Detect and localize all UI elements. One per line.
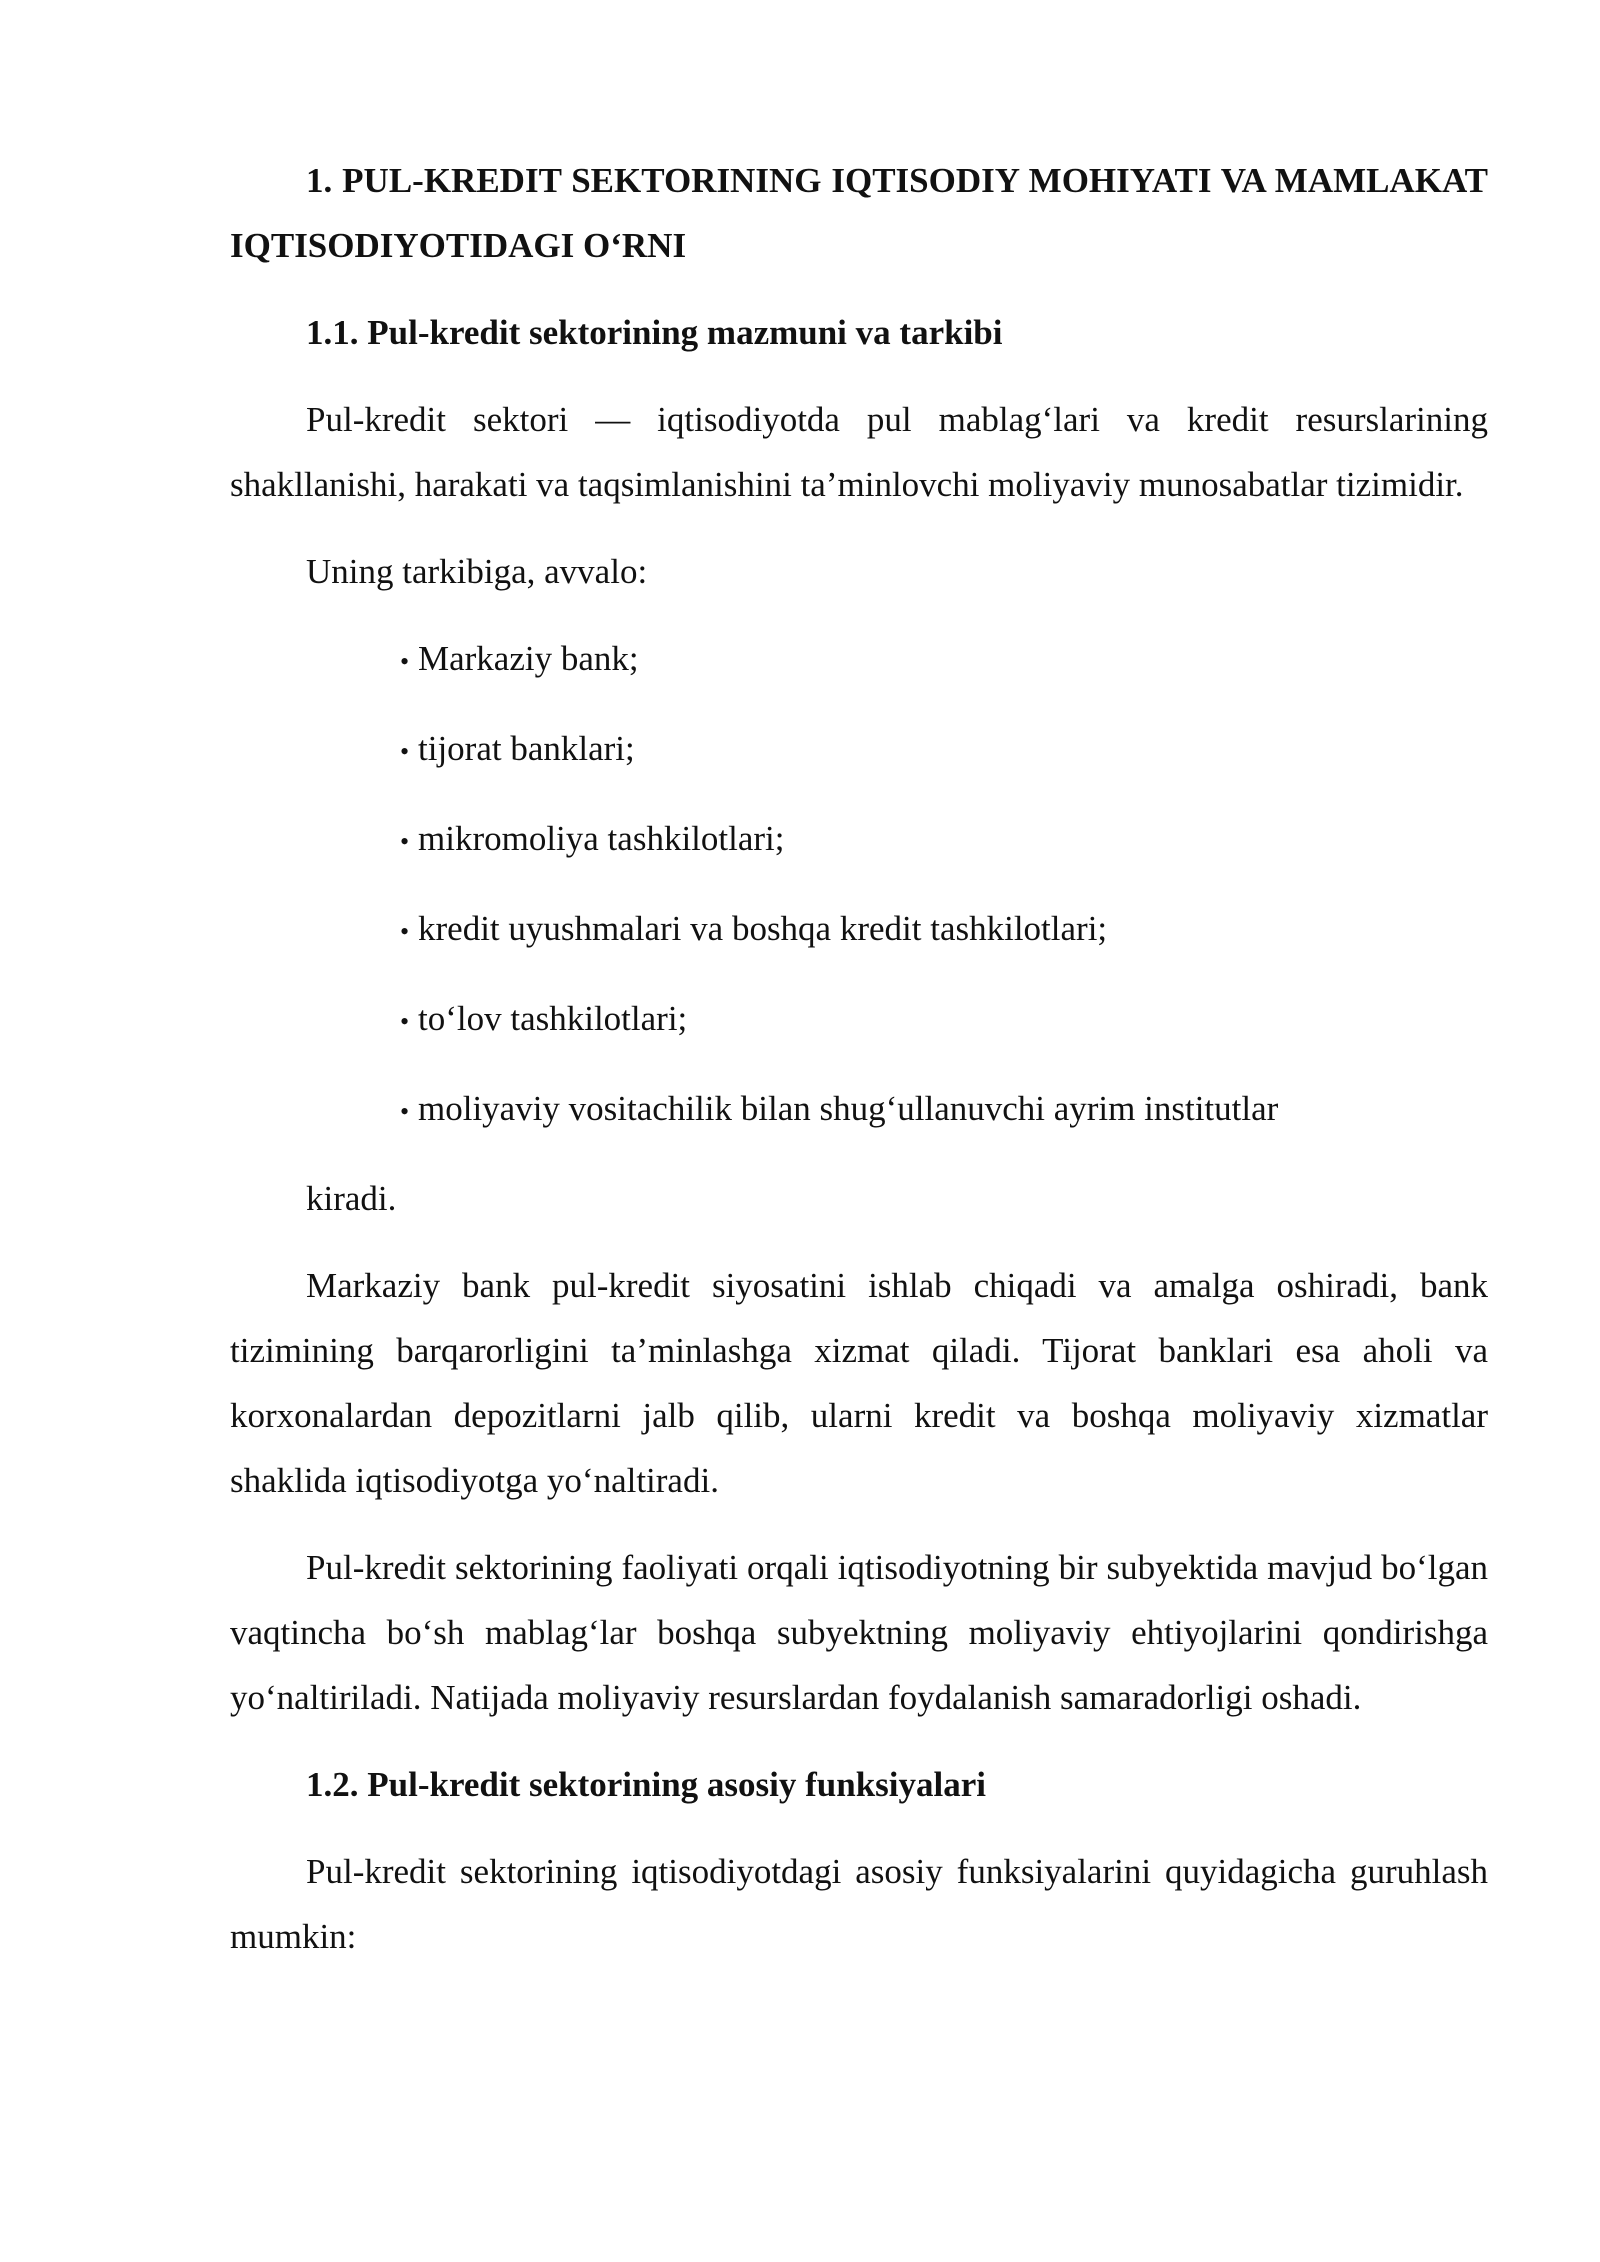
section-title: 1. PUL-KREDIT SEKTORINING IQTISODIY MOHIYATI VA MAMLAKAT IQTISODIYOTIDAGI O‘RNI xyxy=(230,161,1488,265)
bullet-icon: • xyxy=(400,737,410,766)
list-item xyxy=(400,716,1488,784)
list-item xyxy=(400,806,1488,874)
composition-intro: Uning tarkibiga, avvalo: xyxy=(306,552,648,591)
list-item-text: mikromoliya tashkilotlari; xyxy=(418,819,785,858)
list-item xyxy=(400,896,1488,964)
bullet-icon: • xyxy=(400,647,410,676)
list-closing: kiradi. xyxy=(306,1179,397,1218)
central-bank-paragraph: Markaziy bank pul-kredit siyosatini ishlab chiqadi va amalga oshiradi, bank tizimining barqarorligini ta’minlashga xizmat qiladi. Tijorat banklari esa aholi va korxonalardan depozitlarni jalb qilib, ularni kredit va boshqa moliyaviy xizmatlar shaklida iqtisodiyotga yo‘naltiradi. xyxy=(230,1266,1488,1500)
list-item-text: to‘lov tashkilotlari; xyxy=(418,999,688,1038)
functions-intro-paragraph: Pul-kredit sektorining iqtisodiyotdagi asosiy funksiyalarini quyidagicha guruhlash mumkin: xyxy=(230,1852,1488,1956)
bullet-icon: • xyxy=(400,827,410,856)
bullet-icon: • xyxy=(400,1097,410,1126)
institution-list xyxy=(230,626,1488,1144)
intermediation-paragraph: Pul-kredit sektorining faoliyati orqali iqtisodiyotning bir subyektida mavjud bo‘lgan vaqtincha bo‘sh mablag‘lar boshqa subyektning moliyaviy ehtiyojlarini qondirishga yo‘naltiriladi. Natijada moliyaviy resurslardan foydalanish samaradorligi oshadi. xyxy=(230,1548,1488,1717)
list-item-text: Markaziy bank; xyxy=(418,639,639,678)
subsection-title-1-2: 1.2. Pul-kredit sektorining asosiy funksiyalari xyxy=(306,1765,987,1804)
list-item xyxy=(400,986,1488,1054)
definition-paragraph: Pul-kredit sektori — iqtisodiyotda pul mablag‘lari va kredit resurslarining shakllanishi, harakati va taqsimlanishini ta’minlovchi moliyaviy munosabatlar tizimidir. xyxy=(230,400,1488,504)
list-item xyxy=(400,1076,1488,1144)
bullet-icon: • xyxy=(400,917,410,946)
list-item-text: moliyaviy vositachilik bilan shug‘ullanuvchi ayrim institutlar xyxy=(418,1089,1279,1128)
list-item-text: kredit uyushmalari va boshqa kredit tashkilotlari; xyxy=(418,909,1108,948)
document-page xyxy=(230,148,1488,1969)
list-item-text: tijorat banklari; xyxy=(418,729,635,768)
subsection-title-1-1: 1.1. Pul-kredit sektorining mazmuni va tarkibi xyxy=(306,313,1003,352)
list-item xyxy=(400,626,1488,694)
bullet-icon: • xyxy=(400,1007,410,1036)
